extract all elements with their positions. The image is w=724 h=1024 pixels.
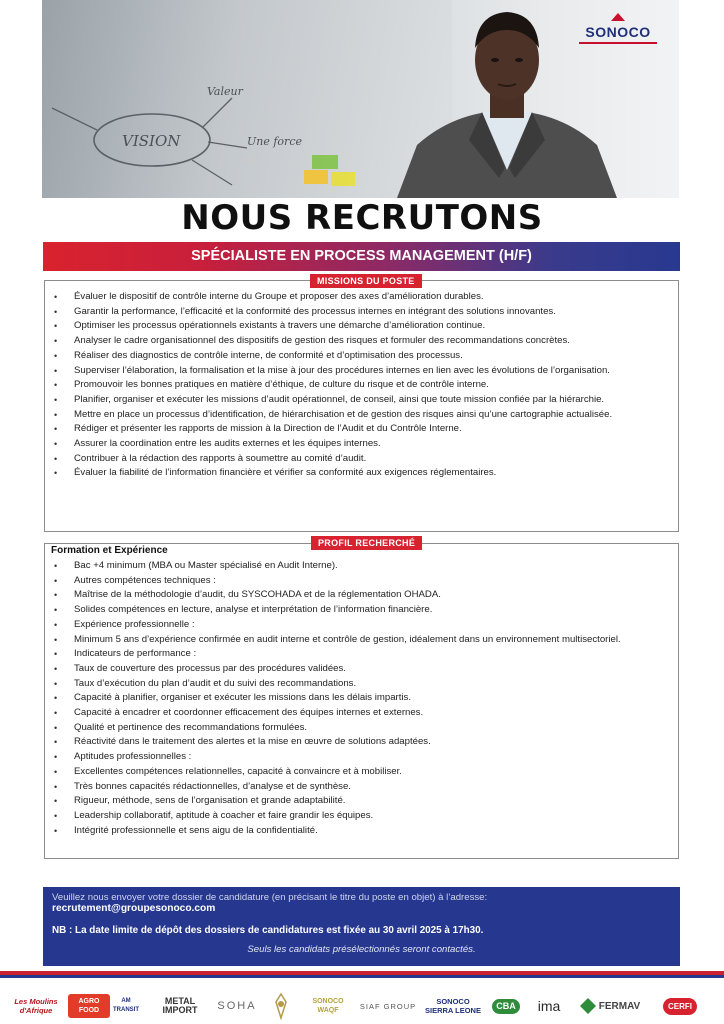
logo-siaf: SIAF GROUP [359,1001,417,1011]
list-item: • Autres compétences techniques : [50,574,672,589]
list-item: • Rédiger et présenter les rapports de mission à la Direction de l’Audit et du Contrôle Interne. [50,422,672,437]
list-item: • Indicateurs de performance : [50,647,672,662]
list-item: • Garantir la performance, l’efficacité et la conformité des processus internes en intégrant des solutions innovantes. [50,305,672,320]
deadline-notice: NB : La date limite de dépôt des dossiers de candidatures est fixée au 30 avril 2025 à 17h30. [52,925,484,936]
list-item: • Assurer la coordination entre les audits externes et les équipes internes. [50,437,672,452]
logo-metal-import: METAL IMPORT [162,996,198,1015]
logo-agrofood: AGRO FOOD [68,990,110,1022]
board-word-valeur: Valeur [207,85,243,98]
list-item: • Réactivité dans le traitement des alertes et la mise en œuvre de solutions adaptées. [50,735,672,750]
logo-sonoco-waqf: SONOCO WAQF [312,998,344,1014]
logo-ima: ima [537,997,561,1014]
list-item: • Capacité à planifier, organiser et exécuter les missions dans les délais impartis. [50,691,672,706]
logo-soha: SOHA [217,999,257,1012]
list-item: • Leadership collaboratif, aptitude à coacher et faire grandir les équipes. [50,809,672,824]
fermav-icon [580,998,596,1014]
logo-moulins: Les Moulins d'Afrique [14,997,58,1015]
application-info-box [43,887,680,966]
application-instructions: Veuillez nous envoyer votre dossier de candidature (en précisant le titre du poste en objet) à l’adresse: [52,892,488,903]
sonoco-logo-icon [611,13,625,21]
list-item: • Maîtrise de la méthodologie d’audit, du SYSCOHADA et de la réglementation OHADA. [50,588,672,603]
list-item: • Très bonnes capacités rédactionnelles, d’analyse et de synthèse. [50,780,672,795]
list-item: • Analyser le cadre organisationnel des dispositifs de gestion des risques et formuler des recommandations concrètes. [50,334,672,349]
list-item: • Rigueur, méthode, sens de l’organisation et grande adaptabilité. [50,794,672,809]
list-item: • Bac +4 minimum (MBA ou Master spécialisé en Audit Interne). [50,559,672,574]
list-item: • Réaliser des diagnostics de contrôle interne, de conformité et d’optimisation des processus. [50,349,672,364]
partner-logos [0,990,724,1024]
logo-sonoco-sierra-leone: SONOCO SIERRA LEONE [425,997,481,1015]
list-item: • Qualité et pertinence des recommandations formulées. [50,721,672,736]
list-item: • Aptitudes professionnelles : [50,750,672,765]
board-word-force: Une force [247,135,302,148]
logo-cba: CBA [487,990,525,1022]
recruitment-email-link[interactable]: recrutement@groupesonoco.com [52,903,216,914]
list-item: • Optimiser les processus opérationnels existants à travers une démarche d’amélioration continue. [50,319,672,334]
list-item: • Solides compétences en lecture, analyse et interprétation de l’information financière. [50,603,672,618]
sonoco-logo-text: SONOCO [585,24,651,40]
list-item: • Capacité à encadrer et coordonner efficacement des équipes internes et externes. [50,706,672,721]
list-item: • Taux d’exécution du plan d’audit et du suivi des recommandations. [50,677,672,692]
list-item: • Mettre en place un processus d’identification, de hiérarchisation et de gestion des risques ainsi qu’une cartographie actualisée. [50,408,672,423]
list-item: • Évaluer le dispositif de contrôle interne du Groupe et proposer des axes d’amélioration durables. [50,290,672,305]
list-item: • Taux de couverture des processus par des procédures validées. [50,662,672,677]
list-item: • Contribuer à la rédaction des rapports à soumettre au comité d’audit. [50,452,672,467]
list-item: • Planifier, organiser et exécuter les missions d’audit opérationnel, de conseil, ainsi que toute mission confiée par la hiérarchie. [50,393,672,408]
list-item: • Intégrité professionnelle et sens aigu de la confidentialité. [50,824,672,839]
list-item: • Superviser l’élaboration, la formalisation et la mise à jour des procédures internes en lien avec les évolutions de l’organisation. [50,364,672,379]
list-item: • Minimum 5 ans d’expérience confirmée en audit interne et contrôle de gestion, idéalement dans un environnement multisectoriel. [50,633,672,648]
list-item: • Promouvoir les bonnes pratiques en matière d’éthique, de culture du risque et de contrôle interne. [50,378,672,393]
missions-list [50,290,672,481]
board-word-vision: VISION [122,132,181,150]
logo-cerfi: CERFI [654,990,706,1022]
hero-image [42,0,679,198]
footer-stripe-blue [0,975,724,978]
profil-list [50,559,672,838]
list-item: • Excellentes compétences relationnelles, capacité à convaincre et à mobiliser. [50,765,672,780]
logo-amtransit: AM TRANSIT [113,998,139,1013]
logo-emblem [265,990,297,1022]
profil-heading: Formation et Expérience [51,545,168,556]
missions-label: MISSIONS DU POSTE [310,274,422,288]
list-item: • Évaluer la fiabilité de l’information financière et vérifier sa conformité aux exigences réglementaires. [50,466,672,481]
logo-fermav: FERMAV [572,990,648,1022]
sonoco-logo [579,20,657,40]
list-item: • Expérience professionnelle : [50,618,672,633]
emblem-icon [270,992,292,1020]
shortlist-note: Seuls les candidats présélectionnés seront contactés. [247,944,476,955]
page-title: NOUS RECRUTONS [181,198,543,238]
profil-label: PROFIL RECHERCHÉ [311,536,422,550]
job-title-banner: SPÉCIALISTE EN PROCESS MANAGEMENT (H/F) [43,242,680,271]
